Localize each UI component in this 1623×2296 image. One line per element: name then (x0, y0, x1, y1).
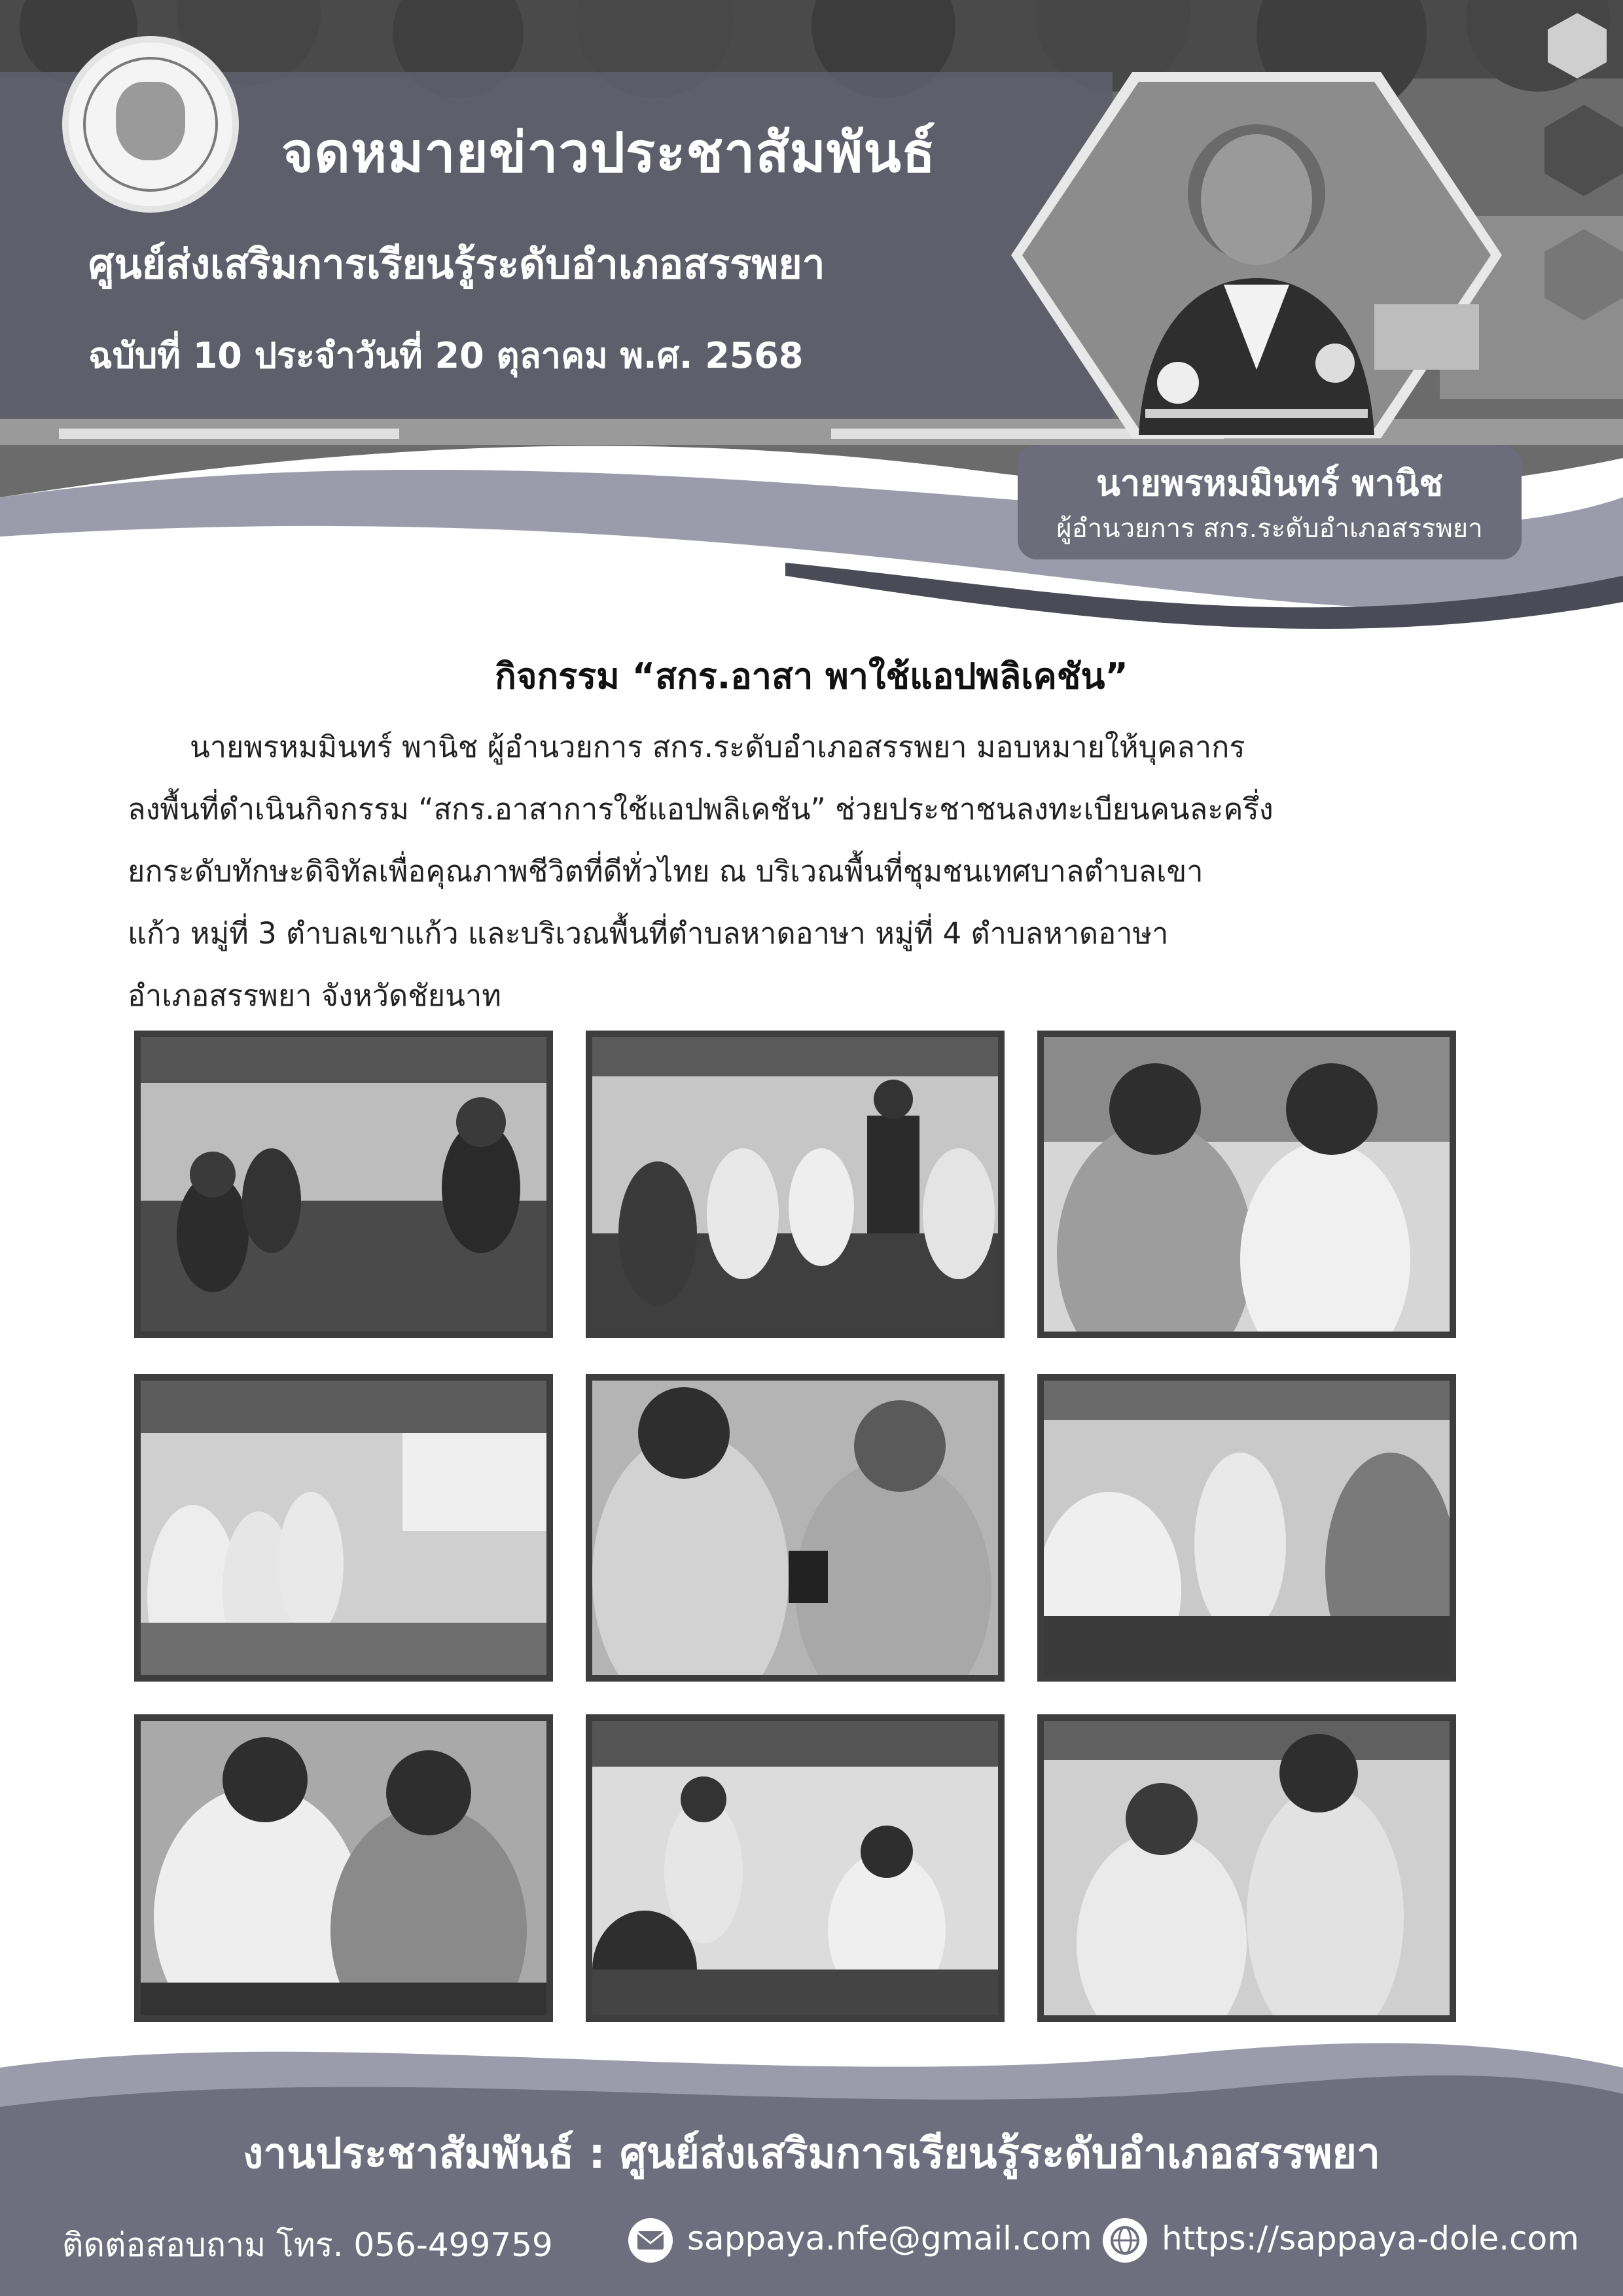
activity-photo (134, 1374, 553, 1682)
contact-website[interactable]: https://sappaya-dole.com (1162, 2219, 1579, 2257)
nfe-seal-logo (62, 36, 239, 213)
contact-phone: ติดต่อสอบถาม โทร. 056-499759 (62, 2226, 553, 2264)
activity-photo (586, 1031, 1005, 1338)
article-line: อำเภอสรรพยา จังหวัดชัยนาท (128, 978, 501, 1013)
contact-email[interactable]: sappaya.nfe@gmail.com (687, 2219, 1092, 2257)
activity-photo (586, 1714, 1005, 2022)
director-portrait (1008, 69, 1505, 442)
article-line: ยกระดับทักษะดิจิทัลเพื่อคุณภาพชีวิตที่ดีทั่วไทย ณ บริเวณพื้นที่ชุมชนเทศบาลตำบลเขา (128, 854, 1204, 889)
globe-icon (1103, 2218, 1147, 2263)
footer-title: งานประชาสัมพันธ์ : ศูนย์ส่งเสริมการเรียนรู้ระดับอำเภอสรรพยา (243, 2130, 1380, 2178)
director-position: ผู้อำนวยการ สกร.ระดับอำเภอสรรพยา (1056, 514, 1483, 544)
article-line: แก้ว หมู่ที่ 3 ตำบลเขาแก้ว และบริเวณพื้นที่ตำบลหาดอาษา หมู่ที่ 4 ตำบลหาดอาษา (128, 916, 1169, 951)
center-name: ศูนย์ส่งเสริมการเรียนรู้ระดับอำเภอสรรพยา (88, 240, 825, 288)
activity-photo (1037, 1714, 1456, 2022)
article-line: ลงพื้นที่ดำเนินกิจกรรม “สกร.อาสาการใช้แอปพลิเคชัน” ช่วยประชาชนลงทะเบียนคนละครึ่ง (128, 792, 1274, 826)
activity-photo (134, 1031, 553, 1338)
newsletter-title: จดหมายข่าวประชาสัมพันธ์ (281, 120, 936, 185)
director-name: นายพรหมมินทร์ พานิช (1096, 463, 1444, 504)
activity-photo (1037, 1031, 1456, 1338)
article-line: นายพรหมมินทร์ พานิช ผู้อำนวยการ สกร.ระดับอำเภอสรรพยา มอบหมายให้บุคลากร (190, 730, 1245, 764)
activity-photo (134, 1714, 553, 2022)
issue-date: ฉบับที่ 10 ประจำวันที่ 20 ตุลาคม พ.ศ. 2568 (88, 335, 804, 376)
activity-photo (1037, 1374, 1456, 1682)
activity-photo (586, 1374, 1005, 1682)
activity-title: กิจกรรม “สกร.อาสา พาใช้แอปพลิเคชัน” (495, 656, 1128, 697)
email-icon (628, 2218, 673, 2263)
